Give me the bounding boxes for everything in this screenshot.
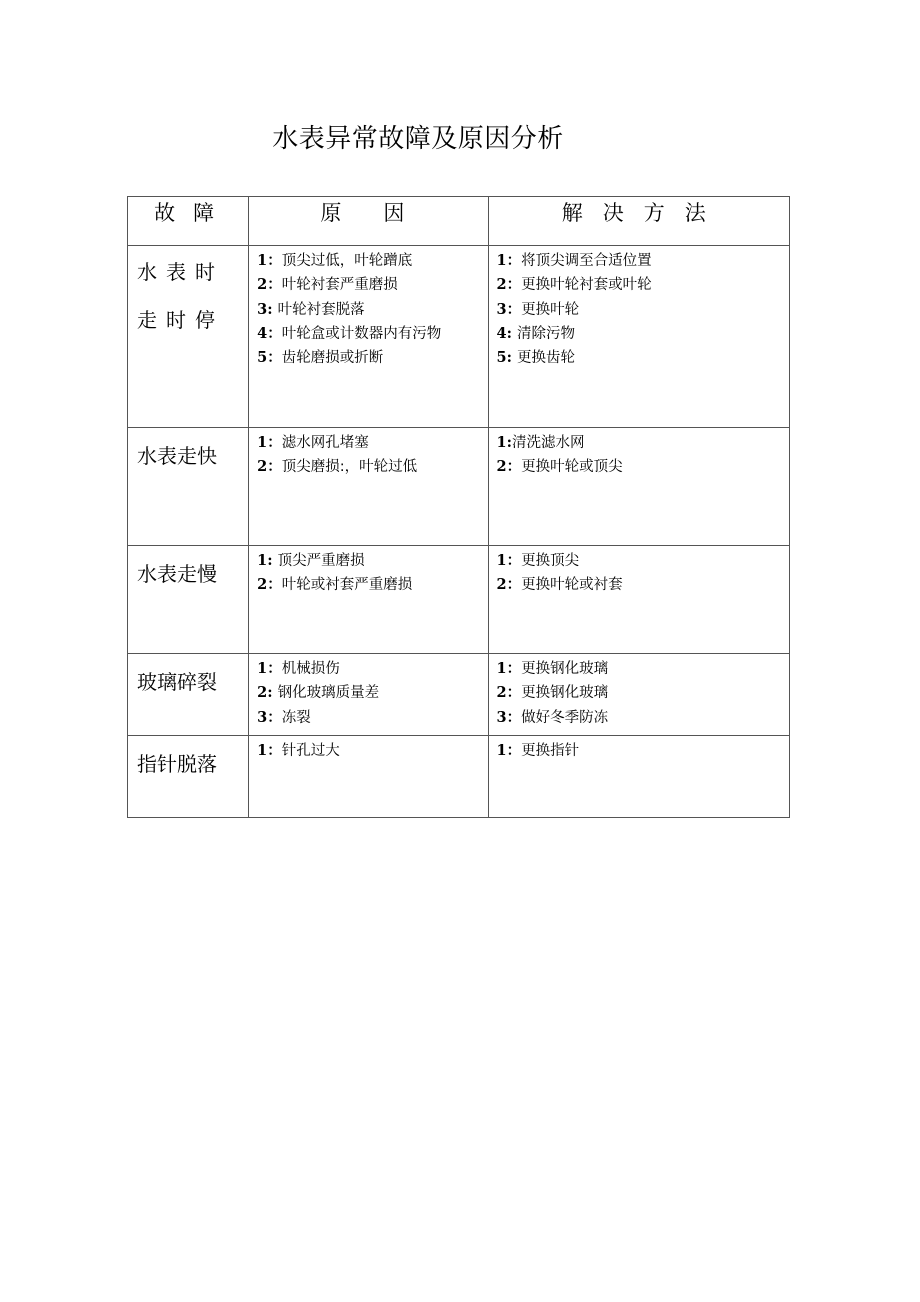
item-separator: ： [267, 708, 282, 726]
cause-list [249, 246, 487, 370]
item-text: 机械损伤 [281, 661, 340, 677]
item-separator: ： [506, 552, 522, 569]
fault-line: 玻璃碎裂 [137, 670, 217, 694]
item-number: 5 [257, 349, 268, 367]
list-item [497, 249, 789, 273]
cause-list [249, 428, 487, 480]
item-separator: ： [267, 252, 282, 269]
solution-list [489, 654, 789, 730]
fault-line: 指针脱落 [137, 752, 217, 776]
list-item [257, 549, 487, 573]
item-text: 更换钢化玻璃 [521, 685, 609, 702]
cause-cell [249, 654, 488, 736]
item-number: 1 [257, 252, 268, 269]
fault-cell [128, 246, 249, 428]
list-item [257, 346, 487, 370]
list-item [257, 739, 487, 763]
solution-list [489, 246, 789, 370]
fault-line: 水表走快 [137, 444, 217, 468]
list-item [497, 549, 789, 573]
list-item [257, 681, 487, 705]
item-text: 更换叶轮或衬套 [521, 577, 623, 594]
item-separator: : [506, 349, 518, 367]
item-number: 1 [496, 660, 507, 677]
page-title: 水表异常故障及原因分析 [272, 124, 564, 154]
item-separator: ： [267, 276, 282, 294]
list-item [257, 298, 487, 322]
fault-cell [128, 546, 249, 654]
item-separator: ： [267, 349, 282, 367]
cause-cell [249, 546, 488, 654]
item-text: 清洗滤水网 [511, 435, 585, 451]
item-text: 更换指针 [521, 743, 580, 759]
fault-cell [128, 428, 249, 546]
item-separator: ： [506, 252, 522, 269]
table-row [128, 654, 790, 736]
list-item [257, 249, 487, 273]
item-text: 针孔过大 [281, 743, 340, 759]
item-separator: ： [267, 660, 282, 677]
solution-cell [488, 654, 789, 736]
item-text: 更换顶尖 [521, 553, 580, 569]
cause-list [249, 546, 487, 598]
item-number: 1 [496, 252, 507, 269]
item-text: 更换叶轮或顶尖 [521, 459, 623, 476]
fault-analysis-table [127, 196, 790, 818]
item-text: 清除污物 [517, 325, 576, 342]
item-separator: ： [506, 458, 522, 476]
item-separator: ： [267, 576, 282, 594]
item-text: 齿轮磨损或折断 [281, 350, 384, 367]
cause-cell [249, 736, 488, 818]
list-item [257, 273, 487, 297]
item-text: 滤水网孔堵塞 [281, 435, 369, 451]
item-separator: ： [506, 660, 522, 677]
item-number: 2 [257, 458, 268, 476]
list-item [497, 573, 789, 597]
item-number: 2 [496, 576, 507, 594]
item-text: 叶轮衬套脱落 [277, 301, 365, 318]
solution-list [489, 736, 789, 763]
list-item [257, 455, 487, 479]
solution-list [489, 428, 789, 480]
list-item [257, 657, 487, 681]
item-text: 钢化玻璃质量差 [277, 685, 380, 702]
list-item [497, 706, 789, 730]
table-row [128, 428, 790, 546]
item-separator: : [506, 324, 518, 342]
item-number: 1 [257, 660, 268, 677]
item-text: 更换钢化玻璃 [521, 661, 609, 677]
item-number: 2 [496, 276, 507, 294]
item-number: 3 [496, 300, 507, 318]
item-separator: : [267, 300, 278, 318]
item-number: 1 [257, 552, 268, 569]
solution-cell [488, 736, 789, 818]
fault-cell [128, 654, 249, 736]
item-number: 2 [257, 684, 268, 702]
item-number: 1 [496, 434, 507, 451]
item-text: 更换叶轮 [521, 301, 580, 318]
item-number: 1 [257, 742, 268, 759]
list-item [497, 298, 789, 322]
list-item [497, 657, 789, 681]
solution-cell [488, 246, 789, 428]
list-item [257, 431, 487, 455]
item-number: 2 [257, 576, 268, 594]
table-row [128, 246, 790, 428]
header-fault: 故障 [128, 197, 249, 246]
cause-cell [249, 428, 488, 546]
list-item [497, 322, 789, 346]
item-separator: ： [506, 576, 522, 594]
solution-cell [488, 428, 789, 546]
item-number: 2 [257, 276, 268, 294]
item-separator: ： [506, 684, 522, 702]
item-text: 顶尖严重磨损 [277, 553, 365, 569]
list-item [497, 431, 789, 455]
item-separator: : [267, 684, 278, 702]
item-text: 将顶尖调至合适位置 [521, 253, 652, 269]
fault-line: 水表时 [137, 260, 224, 284]
list-item [497, 681, 789, 705]
item-text: 叶轮盒或计数器内有污物 [281, 325, 442, 342]
header-cause: 原因 [249, 197, 488, 246]
item-number: 4 [496, 324, 507, 342]
cause-cell [249, 246, 488, 428]
item-separator: ： [267, 458, 282, 476]
list-item [497, 346, 789, 370]
table-row [128, 736, 790, 818]
item-text: 顶尖过低，叶轮蹭底 [281, 253, 413, 269]
item-separator: : [506, 434, 512, 451]
item-text: 叶轮或衬套严重磨损 [281, 577, 413, 594]
table-row [128, 546, 790, 654]
item-text: 更换叶轮衬套或叶轮 [521, 277, 652, 294]
item-number: 1 [496, 552, 507, 569]
cause-list [249, 736, 487, 763]
solution-list [489, 546, 789, 598]
item-separator: ： [267, 324, 282, 342]
list-item [257, 706, 487, 730]
list-item [497, 739, 789, 763]
cause-list [249, 654, 487, 730]
item-text: 叶轮衬套严重磨损 [281, 277, 398, 294]
item-text: 顶尖磨损:，叶轮过低 [281, 459, 418, 476]
item-separator: ： [267, 742, 282, 759]
item-separator: ： [267, 434, 282, 451]
item-text: 冻裂 [281, 709, 311, 726]
item-separator: ： [506, 708, 522, 726]
table-header-row [128, 197, 790, 246]
item-separator: ： [506, 276, 522, 294]
list-item [257, 573, 487, 597]
fault-line: 水表走慢 [137, 562, 217, 586]
item-number: 2 [496, 458, 507, 476]
item-number: 3 [496, 708, 507, 726]
item-number: 1 [496, 742, 507, 759]
list-item [497, 273, 789, 297]
item-separator: : [267, 552, 278, 569]
item-number: 3 [257, 708, 268, 726]
item-text: 做好冬季防冻 [521, 709, 609, 726]
fault-cell [128, 736, 249, 818]
header-solution: 解决方法 [488, 197, 789, 246]
item-text: 更换齿轮 [517, 350, 576, 367]
item-number: 3 [257, 300, 268, 318]
item-separator: ： [506, 300, 522, 318]
item-number: 1 [257, 434, 268, 451]
list-item [497, 455, 789, 479]
item-number: 4 [257, 324, 268, 342]
solution-cell [488, 546, 789, 654]
item-number: 2 [496, 684, 507, 702]
list-item [257, 322, 487, 346]
fault-line: 走时停 [137, 308, 224, 332]
item-number: 5 [496, 349, 507, 367]
item-separator: ： [506, 742, 522, 759]
